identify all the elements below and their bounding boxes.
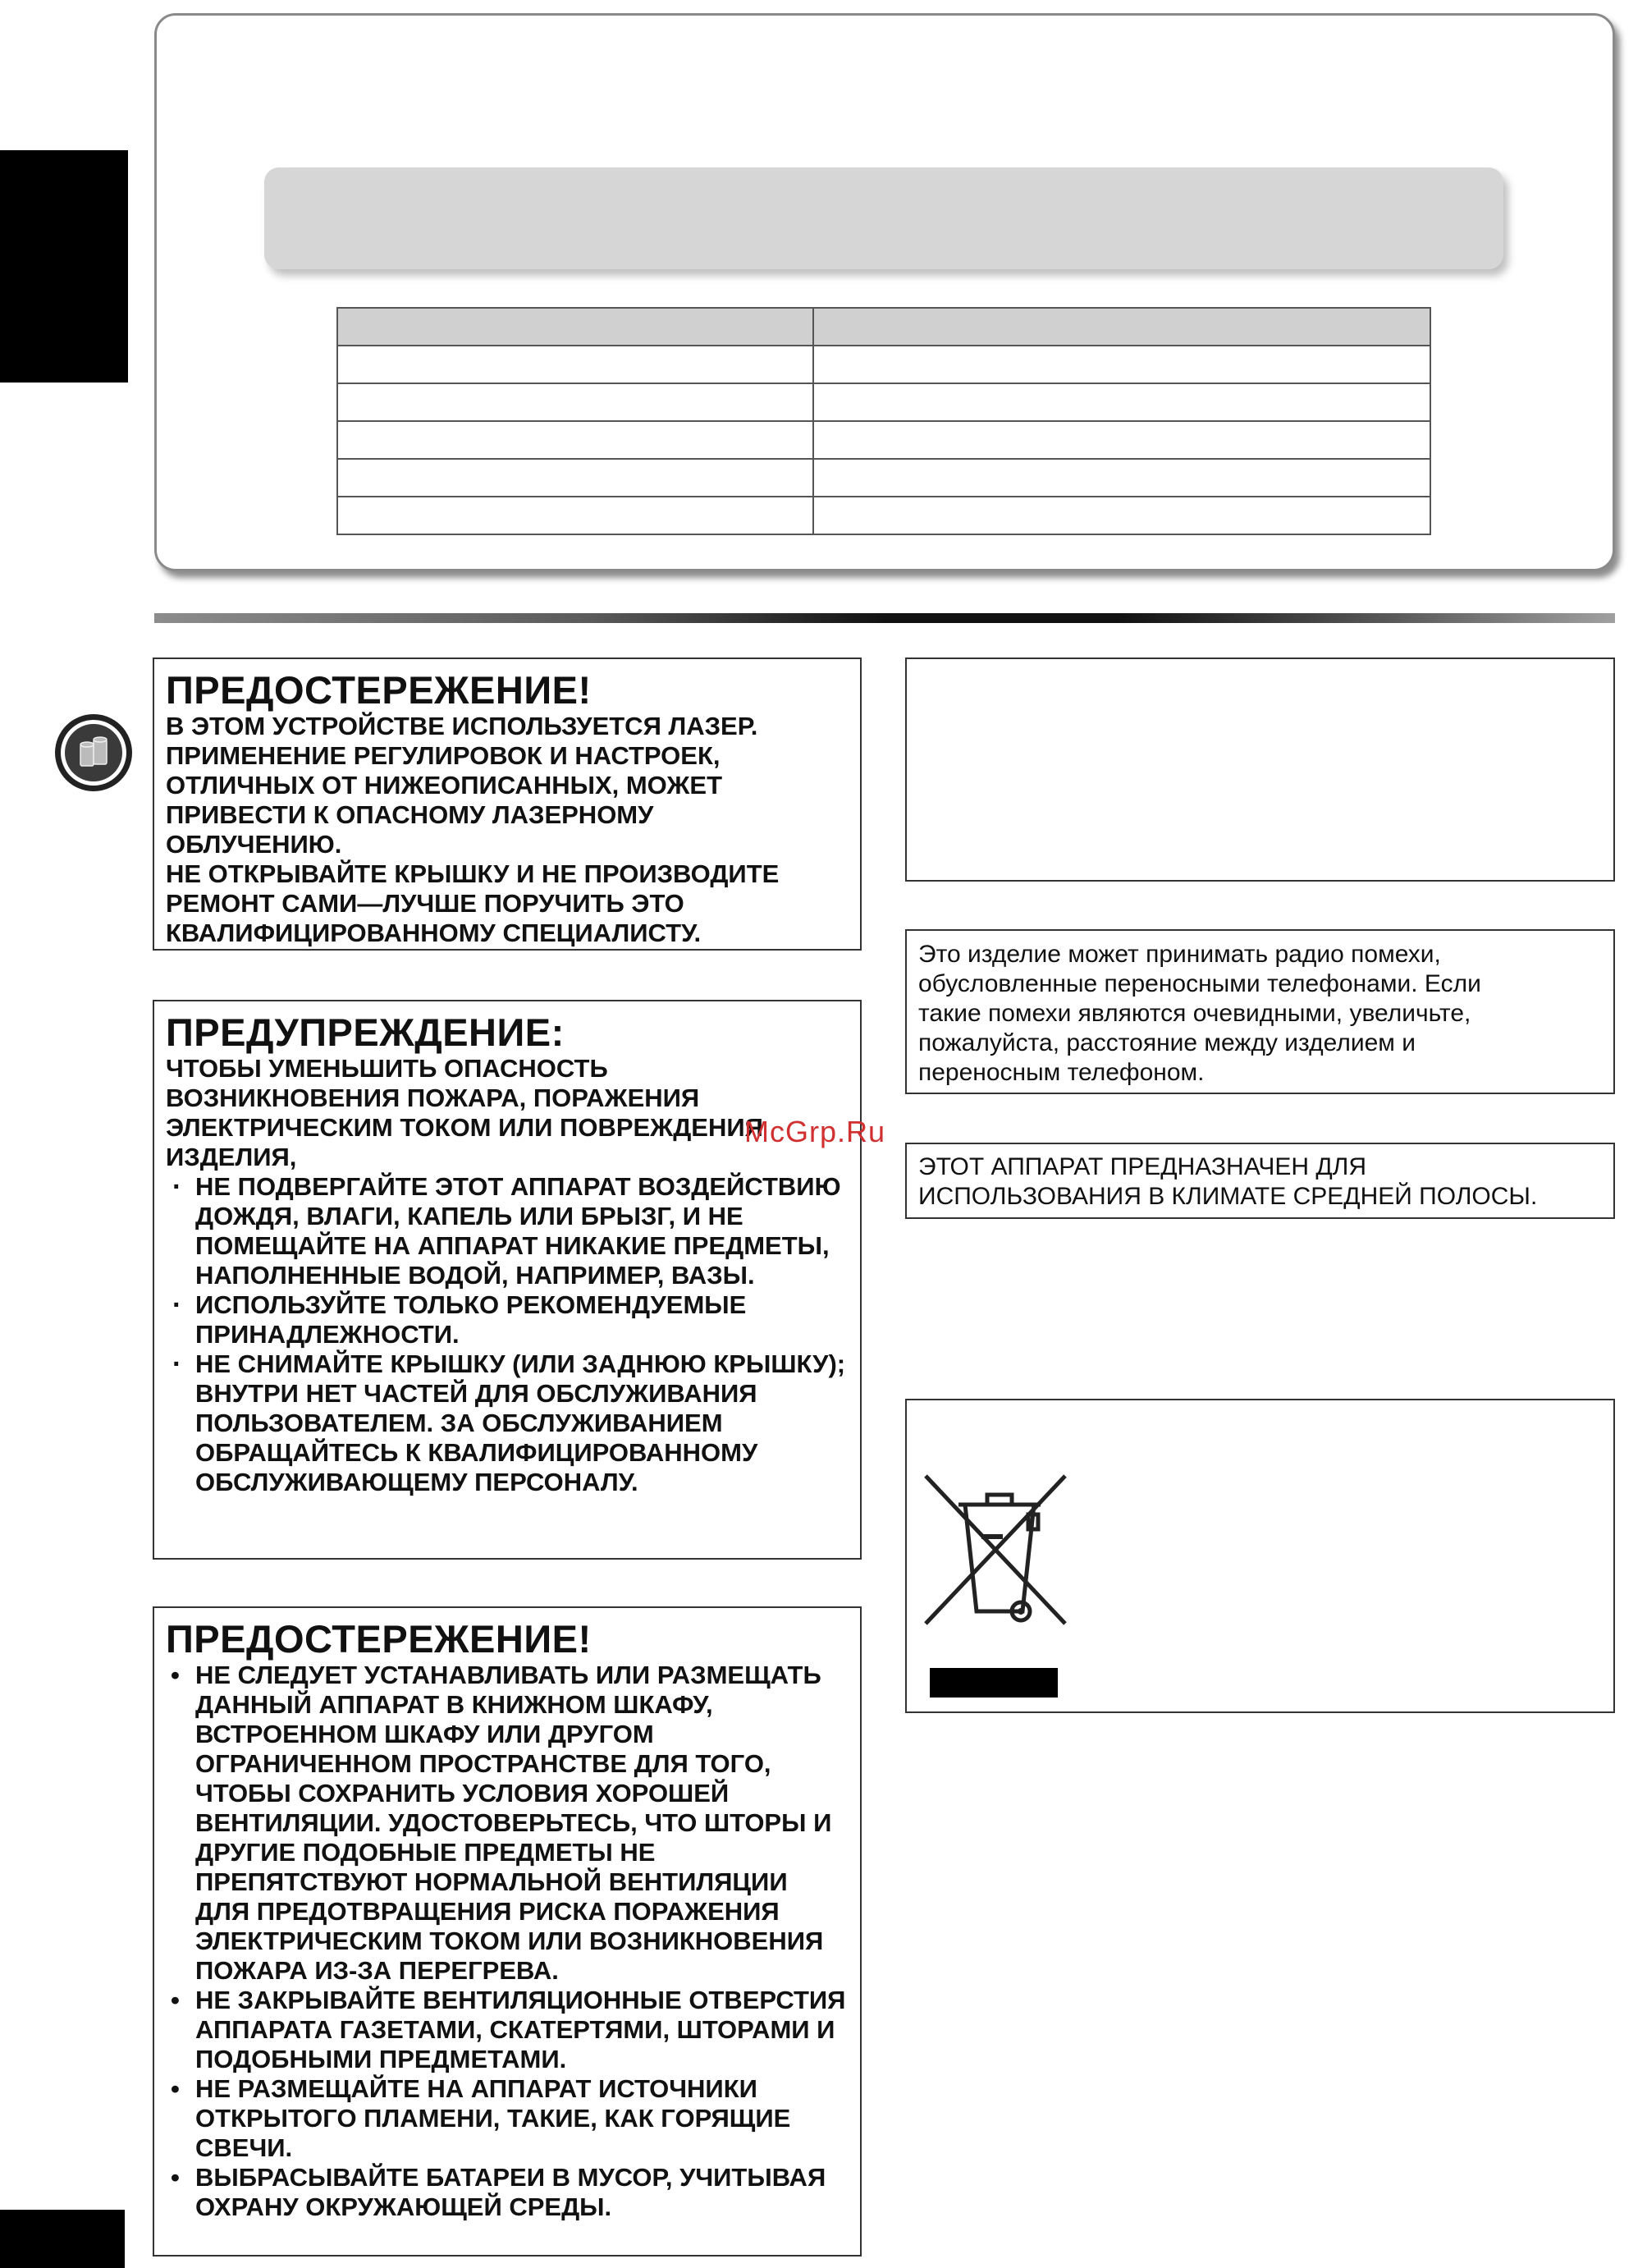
table-cell <box>813 308 1430 346</box>
ventilation-caution-box <box>153 1606 862 2257</box>
disposal-symbol-bar <box>930 1668 1058 1698</box>
table-row <box>337 421 1430 459</box>
table-cell <box>337 421 813 459</box>
laser-caution-box <box>153 657 862 951</box>
list-item: • ВЫБРАСЫВАЙТЕ БАТАРЕИ В МУСОР, УЧИТЫВАЯ ОХРАНУ ОКРУЖАЮЩЕЙ СРЕДЫ. <box>166 2163 849 2222</box>
warning-list <box>166 1172 849 1497</box>
table-cell <box>813 497 1430 534</box>
notice-line: ИСПОЛЬЗОВАНИЯ В КЛИМАТЕ СРЕДНЕЙ ПОЛОСЫ. <box>918 1183 1538 1210</box>
caution-title: ПРЕДОСТЕРЕЖЕНИЕ! <box>166 1617 592 1661</box>
caution-line: НЕ ОТКРЫВАЙТЕ КРЫШКУ И НЕ ПРОИЗВОДИТЕ <box>166 859 780 888</box>
warning-intro-line: ИЗДЕЛИЯ, <box>166 1143 297 1171</box>
table-row <box>337 459 1430 497</box>
caution-line: ОБЛУЧЕНИЮ. <box>166 830 342 859</box>
list-item: • НЕ ЗАКРЫВАЙТЕ ВЕНТИЛЯЦИОННЫЕ ОТВЕРСТИЯ АППАРАТА ГАЗЕТАМИ, СКАТЕРТЯМИ, ШТОРАМИ И ПОДОБНЫМИ ПРЕДМЕТАМИ. <box>166 1986 849 2074</box>
warning-intro-line: ЧТОБЫ УМЕНЬШИТЬ ОПАСНОСТЬ <box>166 1054 608 1083</box>
table-row <box>337 346 1430 383</box>
table-cell <box>337 346 813 383</box>
table-cell <box>813 383 1430 421</box>
watermark: McGrp.Ru <box>744 1115 886 1148</box>
list-item: · ИСПОЛЬЗУЙТЕ ТОЛЬКО РЕКОМЕНДУЕМЫЕ ПРИНАДЛЕЖНОСТИ. <box>166 1290 849 1349</box>
table-cell <box>337 383 813 421</box>
blank-notice-box <box>905 657 1615 882</box>
climate-notice-box <box>905 1143 1615 1219</box>
table-cell <box>813 346 1430 383</box>
caution-title: ПРЕДОСТЕРЕЖЕНИЕ! <box>166 668 592 712</box>
notice-line: пожалуйста, расстояние между изделием и <box>918 1029 1416 1056</box>
warning-intro-line: ЭЛЕКТРИЧЕСКИМ ТОКОМ ИЛИ ПОВРЕЖДЕНИЯ <box>166 1113 763 1142</box>
title-bar <box>264 167 1503 269</box>
notice-line: ЭТОТ АППАРАТ ПРЕДНАЗНАЧЕН ДЛЯ <box>918 1153 1367 1180</box>
caution-line: КВАЛИФИЦИРОВАННОМУ СПЕЦИАЛИСТУ. <box>166 919 702 947</box>
section-tab-marker <box>0 150 128 383</box>
caution-line: ПРИВЕСТИ К ОПАСНОМУ ЛАЗЕРНОМУ <box>166 800 654 829</box>
notice-line: обусловленные переносными телефонами. Если <box>918 970 1481 997</box>
warning-title: ПРЕДУПРЕЖДЕНИЕ: <box>166 1010 565 1054</box>
table-cell <box>337 497 813 534</box>
warning-box <box>153 1000 862 1560</box>
list-item: · НЕ ПОДВЕРГАЙТЕ ЭТОТ АППАРАТ ВОЗДЕЙСТВИЮ ДОЖДЯ, ВЛАГИ, КАПЕЛЬ ИЛИ БРЫЗГ, И НЕ ПОМЕЩАЙТЕ НА АППАРАТ НИКАКИЕ ПРЕДМЕТЫ, НАПОЛНЕННЫЕ ВОДОЙ, НАПРИМЕР, ВАЗЫ. <box>166 1172 849 1290</box>
table-row <box>337 497 1430 534</box>
notice-line: переносным телефоном. <box>918 1059 1205 1086</box>
table-row <box>337 383 1430 421</box>
notice-line: Это изделие может принимать радио помехи, <box>918 941 1441 968</box>
list-item: · НЕ СНИМАЙТЕ КРЫШКУ (ИЛИ ЗАДНЮЮ КРЫШКУ); ВНУТРИ НЕТ ЧАСТЕЙ ДЛЯ ОБСЛУЖИВАНИЯ ПОЛЬЗОВАТЕЛЕМ. ЗА ОБСЛУЖИВАНИЕМ ОБРАЩАЙТЕСЬ К КВАЛИФИЦИРОВАННОМУ ОБСЛУЖИВАЮЩЕМУ ПЕРСОНАЛУ. <box>166 1349 849 1497</box>
caution-line: В ЭТОМ УСТРОЙСТВЕ ИСПОЛЬЗУЕТСЯ ЛАЗЕР. <box>166 712 758 740</box>
warning-intro-line: ВОЗНИКНОВЕНИЯ ПОЖАРА, ПОРАЖЕНИЯ <box>166 1084 700 1112</box>
section-divider <box>154 613 1615 623</box>
caution-line: ПРИМЕНЕНИЕ РЕГУЛИРОВОК И НАСТРОЕК, <box>166 741 721 770</box>
caution-line: ОТЛИЧНЫХ ОТ НИЖЕОПИСАННЫХ, МОЖЕТ <box>166 771 723 800</box>
crossed-out-bin-icon <box>917 1472 1073 1636</box>
table-cell <box>337 459 813 497</box>
interference-notice-box <box>905 929 1615 1094</box>
table-header-row <box>337 308 1430 346</box>
recycle-icon <box>53 712 135 794</box>
caution-list <box>166 1661 849 2222</box>
table-cell <box>813 421 1430 459</box>
info-table <box>336 307 1431 535</box>
notice-line: такие помехи являются очевидными, увеличьте, <box>918 1000 1471 1027</box>
page-number-tab <box>0 2210 125 2268</box>
list-item: • НЕ СЛЕДУЕТ УСТАНАВЛИВАТЬ ИЛИ РАЗМЕЩАТЬ ДАННЫЙ АППАРАТ В КНИЖНОМ ШКАФУ, ВСТРОЕННОМ ШКАФУ ИЛИ ДРУГОМ ОГРАНИЧЕННОМ ПРОСТРАНСТВЕ ДЛЯ ТОГО, ЧТОБЫ СОХРАНИТЬ УСЛОВИЯ ХОРОШЕЙ ВЕНТИЛЯЦИИ. УДОСТОВЕРЬТЕСЬ, ЧТО ШТОРЫ И ДРУГИЕ ПОДОБНЫЕ ПРЕДМЕТЫ НЕ ПРЕПЯТСТВУЮТ НОРМАЛЬНОЙ ВЕНТИЛЯЦИИ ДЛЯ ПРЕДОТВРАЩЕНИЯ РИСКА ПОРАЖЕНИЯ ЭЛЕКТРИЧЕСКИМ ТОКОМ ИЛИ ВОЗНИКНОВЕНИЯ ПОЖАРА ИЗ-ЗА ПЕРЕГРЕВА. <box>166 1661 849 1986</box>
caution-line: РЕМОНТ САМИ—ЛУЧШЕ ПОРУЧИТЬ ЭТО <box>166 889 684 918</box>
table-cell <box>337 308 813 346</box>
table-cell <box>813 459 1430 497</box>
list-item: • НЕ РАЗМЕЩАЙТЕ НА АППАРАТ ИСТОЧНИКИ ОТКРЫТОГО ПЛАМЕНИ, ТАКИЕ, КАК ГОРЯЩИЕ СВЕЧИ. <box>166 2074 849 2163</box>
